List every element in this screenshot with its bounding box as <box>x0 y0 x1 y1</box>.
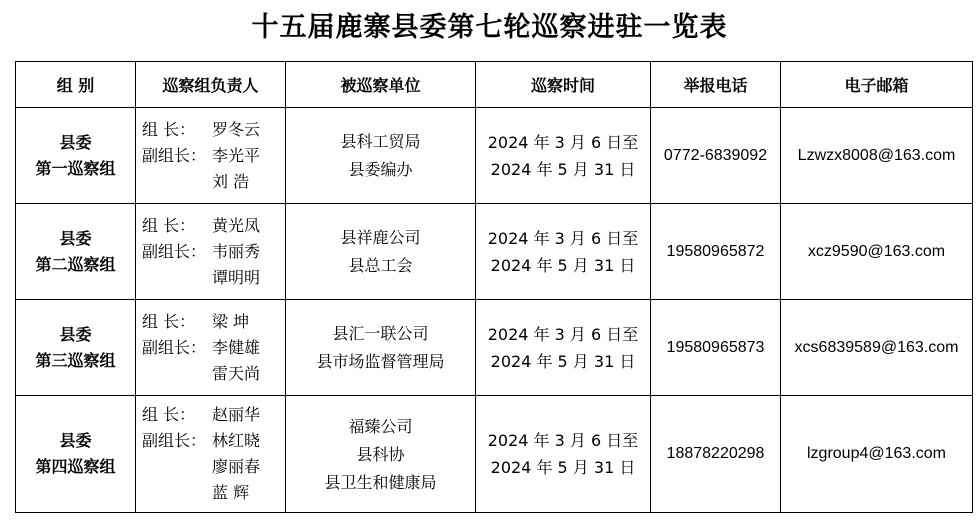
leader-role: 组 长： <box>142 215 196 235</box>
time-start: 2024 年 3 月 6 日至 <box>487 132 639 152</box>
leader-role <box>142 169 212 195</box>
leader-entry <box>142 335 285 361</box>
leader-entry <box>142 402 285 428</box>
header-unit: 被巡察单位 <box>286 62 476 108</box>
table-row <box>16 396 973 513</box>
leader-entry <box>142 117 285 143</box>
email-cell: xcs6839589@163.com <box>781 300 973 396</box>
leader-cell <box>136 300 286 396</box>
email-cell: lzgroup4@163.com <box>781 396 973 513</box>
leader-entry <box>142 213 285 239</box>
header-time: 巡察时间 <box>476 62 651 108</box>
header-email: 电子邮箱 <box>781 62 973 108</box>
group-label-line1: 县委 <box>59 324 92 344</box>
leader-name: 梁 坤 <box>212 311 250 331</box>
time-end: 2024 年 5 月 31 日 <box>490 351 636 371</box>
header-phone: 举报电话 <box>651 62 781 108</box>
leader-role: 组 长： <box>142 311 196 331</box>
leader-role: 副组长： <box>142 337 207 357</box>
leader-entry <box>142 428 285 454</box>
time-cell <box>476 204 651 300</box>
unit-cell <box>286 396 476 513</box>
leader-name: 李光平 <box>212 145 261 165</box>
leader-name: 李健雄 <box>212 337 261 357</box>
leader-name: 韦丽秀 <box>212 241 261 261</box>
leader-name: 蓝 辉 <box>212 483 250 502</box>
unit-name: 福臻公司 <box>348 416 413 436</box>
email-cell: xcz9590@163.com <box>781 204 973 300</box>
unit-cell <box>286 300 476 396</box>
leader-cell <box>136 108 286 204</box>
unit-name: 县总工会 <box>348 256 413 275</box>
time-start: 2024 年 3 月 6 日至 <box>487 228 639 248</box>
table-header-row <box>16 62 973 108</box>
leader-name: 廖丽春 <box>212 457 261 476</box>
leader-entry <box>142 480 285 506</box>
group-label-line1: 县委 <box>59 431 92 450</box>
time-end: 2024 年 5 月 31 日 <box>490 458 636 477</box>
group-label-line2: 第一巡察组 <box>35 158 116 178</box>
leader-role: 副组长： <box>142 145 207 165</box>
leader-entry <box>142 143 285 169</box>
group-cell <box>16 300 136 396</box>
group-label-line1: 县委 <box>59 228 92 248</box>
group-cell <box>16 396 136 513</box>
unit-cell <box>286 204 476 300</box>
leader-role: 副组长： <box>142 241 207 261</box>
unit-name: 县汇一联公司 <box>332 324 429 343</box>
header-leader: 巡察组负责人 <box>136 62 286 108</box>
table-row <box>16 108 973 204</box>
header-group: 组 别 <box>16 62 136 108</box>
group-label-line2: 第三巡察组 <box>35 350 116 370</box>
leader-role <box>142 361 212 387</box>
leader-entry <box>142 265 285 291</box>
leader-name: 谭明明 <box>212 267 261 287</box>
unit-name: 县委编办 <box>348 160 413 179</box>
inspection-table <box>15 61 973 513</box>
leader-role: 组 长： <box>142 405 196 424</box>
phone-cell: 18878220298 <box>651 396 781 513</box>
leader-name: 黄光凤 <box>212 215 261 235</box>
leader-role: 副组长： <box>142 431 207 450</box>
leader-entry <box>142 309 285 335</box>
group-label-line2: 第二巡察组 <box>35 254 116 274</box>
leader-entry <box>142 361 285 387</box>
leader-cell <box>136 396 286 513</box>
leader-role <box>142 265 212 291</box>
leader-name: 罗冬云 <box>212 119 261 139</box>
time-cell <box>476 300 651 396</box>
leader-entry <box>142 454 285 480</box>
group-label-line2: 第四巡察组 <box>35 457 116 476</box>
group-label-line1: 县委 <box>59 132 92 152</box>
unit-cell <box>286 108 476 204</box>
leader-name: 刘 浩 <box>212 171 250 191</box>
phone-cell: 19580965873 <box>651 300 781 396</box>
unit-name: 县科工贸局 <box>340 132 421 151</box>
phone-cell: 19580965872 <box>651 204 781 300</box>
leader-name: 赵丽华 <box>212 405 261 424</box>
time-end: 2024 年 5 月 31 日 <box>490 159 636 179</box>
table-row <box>16 204 973 300</box>
time-start: 2024 年 3 月 6 日至 <box>487 431 639 450</box>
leader-name: 林红晓 <box>212 431 261 450</box>
leader-role: 组 长： <box>142 119 196 139</box>
unit-name: 县祥鹿公司 <box>340 228 421 247</box>
page-title: 十五届鹿寨县委第七轮巡察进驻一览表 <box>251 12 728 43</box>
leader-name: 雷天尚 <box>212 363 261 383</box>
unit-name: 县科协 <box>356 444 405 464</box>
leader-role <box>142 454 212 480</box>
time-cell <box>476 396 651 513</box>
time-start: 2024 年 3 月 6 日至 <box>487 324 639 344</box>
phone-cell: 0772-6839092 <box>651 108 781 204</box>
time-cell <box>476 108 651 204</box>
group-cell <box>16 204 136 300</box>
unit-name: 县市场监督管理局 <box>316 352 445 371</box>
table-row <box>16 300 973 396</box>
unit-name: 县卫生和健康局 <box>324 472 437 492</box>
email-cell: Lzwzx8008@163.com <box>781 108 973 204</box>
leader-entry <box>142 239 285 265</box>
leader-entry <box>142 169 285 195</box>
group-cell <box>16 108 136 204</box>
leader-role <box>142 480 212 506</box>
time-end: 2024 年 5 月 31 日 <box>490 255 636 275</box>
leader-cell <box>136 204 286 300</box>
